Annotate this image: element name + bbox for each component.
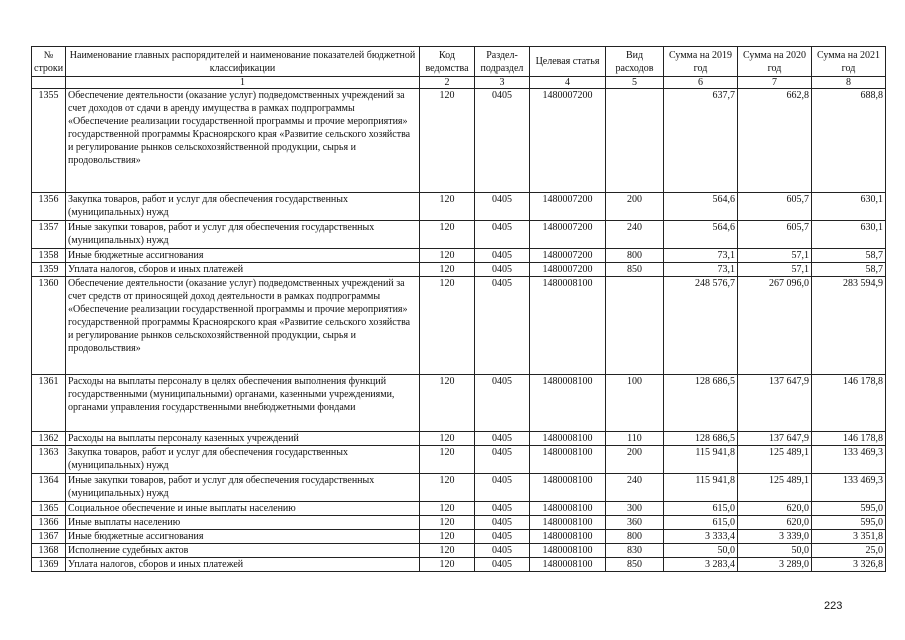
table-row bbox=[32, 89, 886, 193]
column-index: 6 bbox=[664, 77, 738, 89]
sum-2021: 146 178,8 bbox=[812, 375, 886, 432]
expense-type: 240 bbox=[606, 474, 664, 502]
section-code: 0405 bbox=[475, 263, 530, 277]
row-name: Уплата налогов, сборов и иных платежей bbox=[66, 558, 420, 572]
column-index: 7 bbox=[738, 77, 812, 89]
header-sum-2020: Сумма на 2020 год bbox=[738, 47, 812, 77]
row-name: Иные закупки товаров, работ и услуг для обеспечения государственных (муниципальных) нужд bbox=[66, 474, 420, 502]
dept-code: 120 bbox=[420, 516, 475, 530]
column-index: 8 bbox=[812, 77, 886, 89]
sum-2021: 58,7 bbox=[812, 249, 886, 263]
sum-2020: 57,1 bbox=[738, 263, 812, 277]
target-article: 1480008100 bbox=[530, 277, 606, 375]
expense-type: 200 bbox=[606, 193, 664, 221]
sum-2020: 662,8 bbox=[738, 89, 812, 193]
section-code: 0405 bbox=[475, 474, 530, 502]
dept-code: 120 bbox=[420, 263, 475, 277]
sum-2020: 620,0 bbox=[738, 502, 812, 516]
table-row bbox=[32, 516, 886, 530]
column-index-row bbox=[32, 77, 886, 89]
dept-code: 120 bbox=[420, 221, 475, 249]
table-body bbox=[32, 89, 886, 572]
target-article: 1480008100 bbox=[530, 474, 606, 502]
expense-type: 300 bbox=[606, 502, 664, 516]
section-code: 0405 bbox=[475, 375, 530, 432]
target-article: 1480008100 bbox=[530, 502, 606, 516]
row-name: Иные выплаты населению bbox=[66, 516, 420, 530]
row-number: 1363 bbox=[32, 446, 66, 474]
expense-type: 850 bbox=[606, 263, 664, 277]
row-number: 1355 bbox=[32, 89, 66, 193]
row-number: 1362 bbox=[32, 432, 66, 446]
column-index bbox=[32, 77, 66, 89]
row-number: 1358 bbox=[32, 249, 66, 263]
row-number: 1369 bbox=[32, 558, 66, 572]
section-code: 0405 bbox=[475, 221, 530, 249]
target-article: 1480008100 bbox=[530, 530, 606, 544]
row-name: Иные бюджетные ассигнования bbox=[66, 530, 420, 544]
sum-2019: 128 686,5 bbox=[664, 432, 738, 446]
row-number: 1361 bbox=[32, 375, 66, 432]
target-article: 1480008100 bbox=[530, 432, 606, 446]
dept-code: 120 bbox=[420, 89, 475, 193]
table-row bbox=[32, 193, 886, 221]
sum-2021: 630,1 bbox=[812, 221, 886, 249]
row-number: 1357 bbox=[32, 221, 66, 249]
sum-2020: 125 489,1 bbox=[738, 474, 812, 502]
target-article: 1480008100 bbox=[530, 544, 606, 558]
target-article: 1480007200 bbox=[530, 89, 606, 193]
target-article: 1480007200 bbox=[530, 193, 606, 221]
row-name: Иные бюджетные ассигнования bbox=[66, 249, 420, 263]
table-row bbox=[32, 263, 886, 277]
expense-type bbox=[606, 89, 664, 193]
section-code: 0405 bbox=[475, 432, 530, 446]
table-row bbox=[32, 544, 886, 558]
sum-2019: 615,0 bbox=[664, 516, 738, 530]
sum-2021: 25,0 bbox=[812, 544, 886, 558]
dept-code: 120 bbox=[420, 544, 475, 558]
sum-2021: 630,1 bbox=[812, 193, 886, 221]
table-row bbox=[32, 474, 886, 502]
sum-2021: 3 326,8 bbox=[812, 558, 886, 572]
table-row bbox=[32, 502, 886, 516]
sum-2019: 564,6 bbox=[664, 193, 738, 221]
row-number: 1359 bbox=[32, 263, 66, 277]
sum-2019: 3 333,4 bbox=[664, 530, 738, 544]
sum-2020: 125 489,1 bbox=[738, 446, 812, 474]
dept-code: 120 bbox=[420, 432, 475, 446]
table-row bbox=[32, 446, 886, 474]
sum-2021: 133 469,3 bbox=[812, 446, 886, 474]
header-sum-2019: Сумма на 2019 год bbox=[664, 47, 738, 77]
sum-2021: 595,0 bbox=[812, 502, 886, 516]
dept-code: 120 bbox=[420, 446, 475, 474]
section-code: 0405 bbox=[475, 558, 530, 572]
sum-2019: 637,7 bbox=[664, 89, 738, 193]
sum-2021: 688,8 bbox=[812, 89, 886, 193]
sum-2020: 57,1 bbox=[738, 249, 812, 263]
budget-table bbox=[31, 46, 886, 572]
table-row bbox=[32, 277, 886, 375]
sum-2020: 3 339,0 bbox=[738, 530, 812, 544]
sum-2021: 595,0 bbox=[812, 516, 886, 530]
section-code: 0405 bbox=[475, 530, 530, 544]
sum-2019: 615,0 bbox=[664, 502, 738, 516]
column-index: 2 bbox=[420, 77, 475, 89]
header-name: Наименование главных распорядителей и наименование показателей бюджетной классификации bbox=[66, 47, 420, 77]
table-row bbox=[32, 249, 886, 263]
row-name: Обеспечение деятельности (оказание услуг) подведомственных учреждений за счет доходов от сдачи в аренду имущества в рамках подпрограммы «Обеспечение реализации государственной программы и прочие мероприятия» государственной программы Красноярского края «Развитие сельского хозяйства и регулирование рынков сельскохозяйственной продукции, сырья и продовольствия» bbox=[66, 89, 420, 193]
row-number: 1364 bbox=[32, 474, 66, 502]
header-target-article: Целевая статья bbox=[530, 47, 606, 77]
dept-code: 120 bbox=[420, 502, 475, 516]
sum-2021: 58,7 bbox=[812, 263, 886, 277]
target-article: 1480007200 bbox=[530, 249, 606, 263]
row-name: Закупка товаров, работ и услуг для обеспечения государственных (муниципальных) нужд bbox=[66, 446, 420, 474]
dept-code: 120 bbox=[420, 249, 475, 263]
dept-code: 120 bbox=[420, 530, 475, 544]
column-index: 3 bbox=[475, 77, 530, 89]
row-name: Исполнение судебных актов bbox=[66, 544, 420, 558]
page-number: 223 bbox=[824, 600, 843, 612]
sum-2020: 50,0 bbox=[738, 544, 812, 558]
section-code: 0405 bbox=[475, 446, 530, 474]
header-expense-type: Вид расходов bbox=[606, 47, 664, 77]
header-dept-code: Код ведомства bbox=[420, 47, 475, 77]
row-name: Уплата налогов, сборов и иных платежей bbox=[66, 263, 420, 277]
row-number: 1356 bbox=[32, 193, 66, 221]
target-article: 1480008100 bbox=[530, 375, 606, 432]
row-name: Обеспечение деятельности (оказание услуг) подведомственных учреждений за счет средств от приносящей доход деятельности в рамках подпрограммы «Обеспечение реализации государственной программы и прочие мероприятия» государственной программы Красноярского края «Развитие сельского хозяйства и регулирование рынков сельскохозяйственной продукции, сырья и продовольствия» bbox=[66, 277, 420, 375]
column-index: 5 bbox=[606, 77, 664, 89]
expense-type: 200 bbox=[606, 446, 664, 474]
row-name: Социальное обеспечение и иные выплаты населению bbox=[66, 502, 420, 516]
sum-2019: 115 941,8 bbox=[664, 474, 738, 502]
dept-code: 120 bbox=[420, 474, 475, 502]
sum-2019: 248 576,7 bbox=[664, 277, 738, 375]
sum-2020: 137 647,9 bbox=[738, 375, 812, 432]
dept-code: 120 bbox=[420, 375, 475, 432]
sum-2020: 605,7 bbox=[738, 193, 812, 221]
sum-2019: 115 941,8 bbox=[664, 446, 738, 474]
column-index: 4 bbox=[530, 77, 606, 89]
expense-type: 240 bbox=[606, 221, 664, 249]
expense-type: 800 bbox=[606, 530, 664, 544]
sum-2021: 133 469,3 bbox=[812, 474, 886, 502]
sum-2019: 73,1 bbox=[664, 249, 738, 263]
target-article: 1480007200 bbox=[530, 221, 606, 249]
section-code: 0405 bbox=[475, 193, 530, 221]
row-number: 1368 bbox=[32, 544, 66, 558]
sum-2021: 146 178,8 bbox=[812, 432, 886, 446]
expense-type: 100 bbox=[606, 375, 664, 432]
table-row bbox=[32, 530, 886, 544]
expense-type: 850 bbox=[606, 558, 664, 572]
sum-2020: 267 096,0 bbox=[738, 277, 812, 375]
expense-type: 110 bbox=[606, 432, 664, 446]
row-number: 1360 bbox=[32, 277, 66, 375]
table-header-row bbox=[32, 47, 886, 77]
section-code: 0405 bbox=[475, 516, 530, 530]
section-code: 0405 bbox=[475, 249, 530, 263]
expense-type: 830 bbox=[606, 544, 664, 558]
sum-2019: 128 686,5 bbox=[664, 375, 738, 432]
expense-type bbox=[606, 277, 664, 375]
sum-2020: 3 289,0 bbox=[738, 558, 812, 572]
table-row bbox=[32, 375, 886, 432]
sum-2019: 564,6 bbox=[664, 221, 738, 249]
expense-type: 800 bbox=[606, 249, 664, 263]
dept-code: 120 bbox=[420, 558, 475, 572]
row-number: 1367 bbox=[32, 530, 66, 544]
row-name: Расходы на выплаты персоналу казенных учреждений bbox=[66, 432, 420, 446]
dept-code: 120 bbox=[420, 193, 475, 221]
header-row-number: № строки bbox=[32, 47, 66, 77]
sum-2021: 3 351,8 bbox=[812, 530, 886, 544]
sum-2021: 283 594,9 bbox=[812, 277, 886, 375]
row-name: Расходы на выплаты персоналу в целях обеспечения выполнения функций государственными (муниципальными) органами, казенными учреждениями, органами управления государственными внебюджетными фондами bbox=[66, 375, 420, 432]
target-article: 1480008100 bbox=[530, 516, 606, 530]
section-code: 0405 bbox=[475, 544, 530, 558]
row-number: 1366 bbox=[32, 516, 66, 530]
table-row bbox=[32, 221, 886, 249]
sum-2019: 3 283,4 bbox=[664, 558, 738, 572]
expense-type: 360 bbox=[606, 516, 664, 530]
row-name: Иные закупки товаров, работ и услуг для обеспечения государственных (муниципальных) нужд bbox=[66, 221, 420, 249]
section-code: 0405 bbox=[475, 502, 530, 516]
table-row bbox=[32, 558, 886, 572]
row-name: Закупка товаров, работ и услуг для обеспечения государственных (муниципальных) нужд bbox=[66, 193, 420, 221]
header-section: Раздел-подраздел bbox=[475, 47, 530, 77]
sum-2020: 605,7 bbox=[738, 221, 812, 249]
dept-code: 120 bbox=[420, 277, 475, 375]
sum-2019: 73,1 bbox=[664, 263, 738, 277]
sum-2020: 137 647,9 bbox=[738, 432, 812, 446]
header-sum-2021: Сумма на 2021 год bbox=[812, 47, 886, 77]
sum-2019: 50,0 bbox=[664, 544, 738, 558]
row-number: 1365 bbox=[32, 502, 66, 516]
target-article: 1480007200 bbox=[530, 263, 606, 277]
column-index: 1 bbox=[66, 77, 420, 89]
target-article: 1480008100 bbox=[530, 558, 606, 572]
sum-2020: 620,0 bbox=[738, 516, 812, 530]
target-article: 1480008100 bbox=[530, 446, 606, 474]
section-code: 0405 bbox=[475, 89, 530, 193]
table-row bbox=[32, 432, 886, 446]
section-code: 0405 bbox=[475, 277, 530, 375]
